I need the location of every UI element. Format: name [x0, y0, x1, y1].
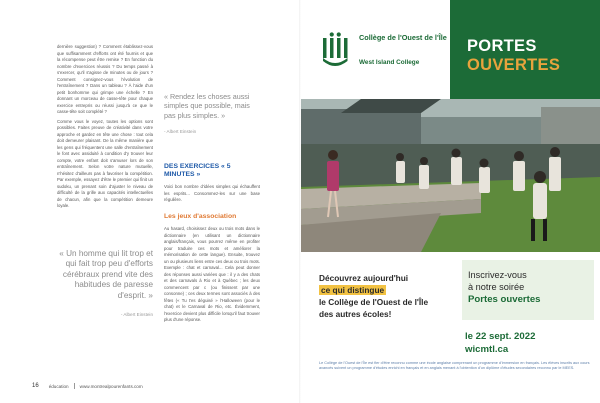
open-house-title-line-1: PORTES — [467, 37, 537, 55]
section-heading-exercises: DES EXERCICES « 5 MINUTES » — [164, 163, 231, 179]
registration-line-1: Inscrivez-vous — [468, 270, 527, 280]
article-paragraph: Au hasard, choisissez deux ou trois mots dans le dictionnaire (en utilisant un dictionnaire anglais/français, vous pourrez même en profiter pour traduire ces mots et améliorer la mémorisation de cette langue). Ensuite, trouvez un ou plusieurs liens entre ces deux ou trois mots. Exemple : chat et carnaval... Cela peut donner des réponses aussi variées que : il y a des chats et des carnavals à Rio et à Québec ; les deux commencent par c (ou finissent par une consonne) ; ces deux termes sont associés à des fêtes (« Tu t'es déguisé » l'Halloween (pour le chat) et le Carnaval de Rio, etc. Évidemment, l'exercice devient plus difficile lorsqu'il faut trouver plus d'une réponse. — [164, 226, 260, 322]
discover-line-2 — [319, 285, 386, 295]
registration-line-3: Portes ouvertes — [468, 294, 541, 305]
page-footer — [32, 383, 143, 389]
pull-quote-attribution: - Albert Einstein — [164, 129, 197, 135]
article-column-left — [57, 44, 153, 213]
event-date: le 22 sept. 2022 — [465, 331, 536, 342]
pull-quote-attribution: - Albert Einstein — [120, 312, 153, 318]
article-paragraph: Voici bon nombre d'idées simples qui échauffent les esprits... Consommez-les sur une base régulière. — [164, 184, 260, 202]
students-band-photo — [301, 99, 600, 252]
discover-highlight: ce qui distingue — [321, 285, 385, 295]
college-website-link[interactable]: wicmtl.ca — [465, 344, 509, 355]
college-logo-icon — [322, 32, 348, 68]
discover-line-4: des autres écoles! — [319, 309, 392, 319]
jeux-paragraph-column — [164, 226, 260, 327]
footer-website: www.montrealpourenfants.com — [79, 383, 143, 389]
exercises-intro — [164, 184, 260, 207]
pull-quote-2 — [57, 249, 153, 320]
discover-line-3: le Collège de l'Ouest de l'Île — [319, 297, 429, 307]
footer-divider — [74, 383, 75, 389]
college-name-fr: Collège de l'Ouest de l'Île — [359, 33, 447, 42]
section-heading-jeux: Les jeux d'association — [164, 213, 237, 220]
pull-quote-text: « Un homme qui lit trop et qui fait trop peu d'efforts cérébraux prend vite des habitudes de paresse d'esprit. » — [59, 249, 153, 300]
open-house-title-line-2: OUVERTES — [467, 56, 561, 74]
page-number: 16 — [32, 383, 39, 389]
ad-fine-print: Le Collège de l'Ouest de l'Île est fier d'être reconnu comme une école anglaise comprenant un programme d'immersion en français. Les élèves inscrits aux cours avancés suivent un programme d'études enrichi en français et en anglais menant à l'obtention d'un diplôme d'études secondaires reconnu par le MEES. — [319, 361, 590, 370]
pull-quote-1 — [164, 92, 260, 137]
pull-quote-text: « Rendez les choses aussi simples que possible, mais pas plus simples. » — [164, 92, 250, 120]
article-paragraph: Comme vous le voyez, toutes les options sont possibles. Faites preuve de créativité dans votre approche et gardez en tête une chose : tout cela doit demeurer plaisant. De la même manière que les gens qui fréquentent une salle d'entraînement le font avec assiduité à condition d'y trouver leur compte, votre enfant doit s'amuser lors de son entraînement. Selon votre nature mutuelle, n'hésitez d'ailleurs pas à favoriser la compétition. Par exemple, essayez d'être le premier qui finit un sudoku, un prenant soin d'ajuster le niveau de difficulté de la grille aux capacités intellectuelles de chacun, afin que la compétition demeure loyale. — [57, 118, 153, 208]
footer-section: éducation — [48, 383, 69, 389]
article-paragraph: dernière suggestion) ? Comment établissez-vous que suffisamment d'efforts ont été fournis et que la récompense peut être remise ? En fonction du nombre d'exercices réussis ? Du temps passé à s'exercer, qu'il s'agisse de minutes ou de jours ? Comment consignez-vous l'évolution de l'entraînement ? Dans un tableau ? À l'aide d'un petit bonhomme qui grimpe une échelle ? En donnant un morceau de casse-tête pour chaque exercice entrepris ou réussi jusqu'à ce que le casse-tête soit complété ? — [57, 44, 153, 114]
college-name-en: West Island College — [359, 59, 420, 66]
registration-line-2: à notre soirée — [468, 282, 525, 292]
discover-line-1: Découvrez aujourd'hui — [319, 273, 409, 283]
